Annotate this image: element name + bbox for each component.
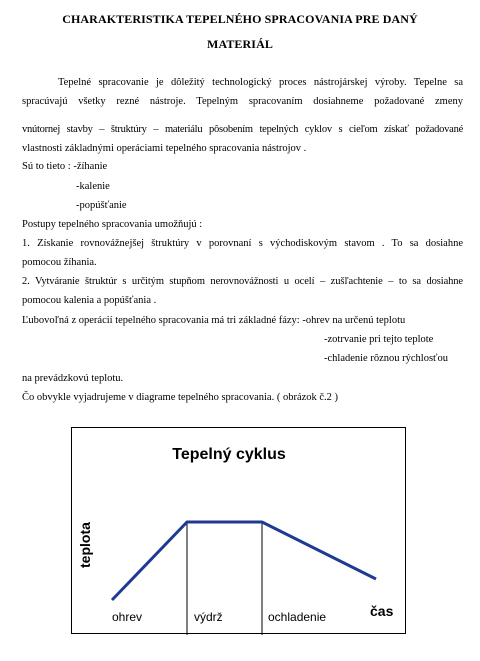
intro-line-2: spracúvajú všetky rezné nástroje. Tepelným spracovaním dosiahneme požadované zmeny [22, 96, 463, 107]
operations-intro: Sú to tieto : -žíhanie [22, 161, 108, 172]
phase-label-heating: ohrev [112, 610, 143, 624]
operation-item: -popúšťanie [76, 200, 127, 211]
procedure-1-line-2: pomocou žíhania. [22, 257, 97, 268]
operation-item: -kalenie [76, 181, 110, 192]
phases-intro: Ľubovoľná z operácií tepelného spracovania má tri základné fázy: -ohrev na určenú teplotu [22, 315, 406, 326]
phase-item: -zotrvanie pri tejto teplote [324, 334, 434, 345]
procedures-intro: Postupy tepelného spracovania umožňujú : [22, 219, 203, 230]
heat-cycle-curve [112, 522, 376, 600]
x-axis-label: čas [370, 603, 394, 619]
heat-cycle-svg [72, 428, 407, 635]
document-title-line-1: CHARAKTERISTIKA TEPELNÉHO SPRACOVANIA PRE DANÝ [62, 12, 418, 26]
procedure-2-line-2: pomocou kalenia a popúšťania . [22, 295, 157, 306]
phase-label-cooling: ochladenie [268, 610, 327, 624]
intro-line-4: vlastnosti základnými operáciami tepelného spracovania nástrojov . [22, 143, 307, 154]
intro-line-1: Tepelné spracovanie je dôležitý technologický proces nástrojárskej výroby. Tepelne sa [58, 77, 463, 88]
procedure-2-line-1: 2. Vytváranie štruktúr s určitým stupňom nerovnovážnosti u ocelí – zušľachtenie – to sa dosiahne [22, 276, 463, 287]
heat-cycle-diagram [71, 427, 406, 634]
document-title-line-2: MATERIÁL [207, 37, 273, 51]
diagram-reference: Čo obvykle vyjadrujeme v diagrame tepelného spracovania. ( obrázok č.2 ) [22, 392, 339, 403]
procedure-1-line-1: 1. Získanie rovnovážnejšej štruktúry v porovnaní s východiskovým stavom . To sa dosiahne [22, 238, 463, 249]
phases-tail: na prevádzkovú teplotu. [22, 373, 124, 384]
y-axis-label: teplota [77, 522, 93, 568]
phase-item: -chladenie rôznou rýchlosťou [324, 353, 449, 364]
phase-label-hold: výdrž [194, 610, 223, 624]
intro-line-3: vnútornej stavby – štruktúry – materiálu pôsobením tepelných cyklov s cieľom získať požadované [22, 124, 463, 135]
diagram-title: Tepelný cyklus [172, 446, 286, 463]
